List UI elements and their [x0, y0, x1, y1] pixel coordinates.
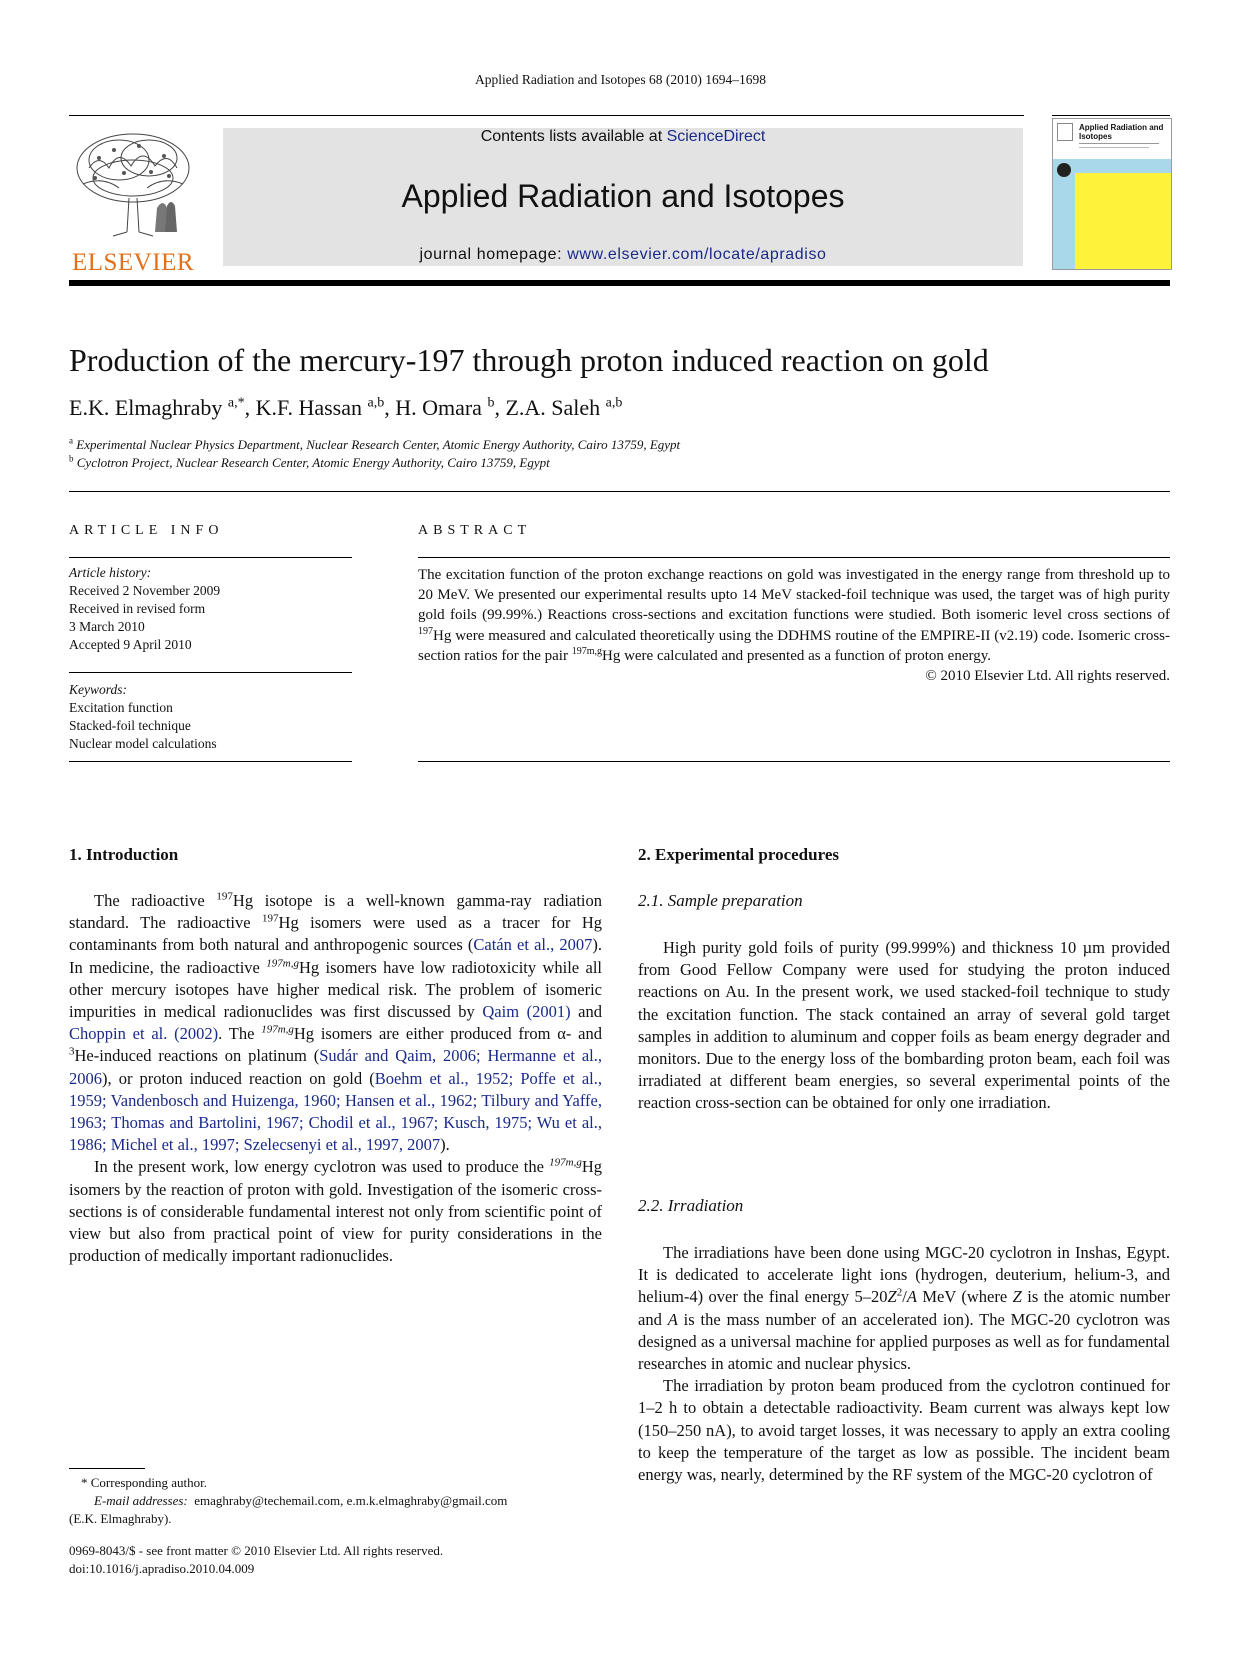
abstract-heading: ABSTRACT [418, 523, 532, 538]
citation-link[interactable]: Catán et al., 2007 [473, 935, 593, 955]
isotope-mass: 197m,g [571, 645, 602, 657]
footnotes [69, 1474, 602, 1528]
subsection-heading-irradiation: 2.2. Irradiation [638, 1196, 744, 1215]
header-rule [69, 115, 1024, 116]
journal-reference: Applied Radiation and Isotopes 68 (2010) 1694–1698 [475, 72, 766, 87]
homepage-link[interactable]: www.elsevier.com/locate/apradiso [567, 246, 827, 263]
email-label: E-mail addresses: [94, 1493, 188, 1508]
citation-link[interactable]: Choppin et al. (2002) [69, 1024, 219, 1044]
homepage-prefix: journal homepage: [419, 246, 568, 263]
citation-link[interactable]: Sudár and Qaim, 2006; Hermanne et al., 2006 [69, 1046, 602, 1088]
author-affil-marker: a,b [605, 395, 623, 411]
author-name[interactable]: K.F. Hassan [255, 395, 362, 420]
header-rule-right [1052, 115, 1170, 116]
contents-line [223, 128, 1023, 146]
header-thick-rule [69, 280, 1170, 286]
elsevier-tree-icon [69, 128, 197, 240]
article-title: Production of the mercury-197 through proton induced reaction on gold [69, 342, 989, 378]
citation-link[interactable]: Qaim (2001) [482, 1002, 571, 1022]
homepage-line [223, 246, 1023, 264]
keyword: Excitation function [69, 700, 173, 715]
history-item: Received 2 November 2009 [69, 583, 221, 598]
author-list: E.K. Elmaghraby $^{a,*}$, K.F. Hassan $^{a,b}$, H. Omara $^b$, Z.A. Saleh $^{a,b}$ [69, 395, 623, 420]
journal-name: Applied Radiation and Isotopes [401, 178, 845, 214]
article-info-rule [69, 557, 352, 558]
footnote-mark: * [81, 1475, 88, 1490]
email-owner: (E.K. Elmaghraby). [69, 1511, 172, 1526]
citation-link[interactable]: Boehm et al., 1952; Poffe et al., 1959; Vandenbosch and Huizenga, 1960; Hansen et al., 1962; Tilbury and Yaffe, 1963; Thomas and Bartolini, 1967; Chodil et al., 1967; Kusch, 1975; Wu et al., 1986; Michel et al., 1997; Szelecsenyi et al., 1997, 2007 [69, 1068, 602, 1155]
affiliation [69, 455, 550, 471]
keywords-label: Keywords: [69, 682, 127, 697]
keywords-rule [69, 672, 352, 673]
author-name[interactable]: H. Omara [395, 395, 482, 420]
isotope-mass: 197 [418, 625, 433, 637]
abstract-text: Hg were measured and calculated theoretically using the DDHMS routine of the EMPIRE-II (v2.19) code. Isomeric cross-section ratios for the pair [418, 627, 1170, 664]
paragraph: The irradiations have been done using MGC-20 cyclotron in Inshas, Egypt. It is dedicated to accelerate light ions (hydrogen, deuterium, helium-3, and helium-4) over the final energy $5-20Z^2/A$ MeV (where Z is the atomic number and A is the mass number of an accelerated ion). The MGC-20 cyclotron was designed as a universal machine for applied purposes as well as for fundamental researches in atomic and nuclear physics. [638, 1243, 1171, 1374]
author-name[interactable]: E.K. Elmaghraby [69, 395, 223, 420]
subsection-heading-sample-preparation: 2.1. Sample preparation [638, 891, 803, 910]
abstract-rule [418, 557, 1170, 558]
paragraph: The irradiation by proton beam produced from the cyclotron continued for 1–2 h to obtain a detectable radioactivity. Beam current was always kept low (150–250 nA), to avoid target losses, it was necessary to apply an extra cooling to keep the temperature of the target as low as possible. The incident beam energy was, nearly, determined by the RF system of the MGC-20 cyclotron of [638, 1376, 1170, 1485]
elsevier-wordmark: ELSEVIER [71, 249, 195, 276]
history-item: Accepted 9 April 2010 [69, 637, 192, 652]
cover-title: Applied Radiation and Isotopes [1079, 123, 1164, 141]
paragraph: High purity gold foils of purity (99.999%) and thickness 10 µm provided from Good Fellow Company were used for studying the proton induced reactions on Au. In the present work, we used stacked-foil technique to study the excitation function. The stack contained an array of several gold target samples in addition to aluminum and copper foils as beam energy degrader and monitors. Due to the energy loss of the bombarding proton beam, each foil was irradiated at different beam energies, so several experimental points of the reaction cross-section can be obtained for only one irradiation. [638, 938, 1170, 1113]
history-label: Article history: [69, 565, 152, 580]
contents-prefix: Contents lists available at [480, 128, 667, 145]
introduction-body [69, 890, 602, 1267]
abstract-text: The excitation function of the proton exchange reactions on gold was investigated in the energy range from threshold up to 20 MeV. We presented our experimental results upto 14 MeV stacked-foil technique was used, the target was of high purity gold foils (99.99%.) Reactions cross-sections and excitation functions were studied. Both isomeric level cross sections of [418, 567, 1170, 624]
affiliation-text: Experimental Nuclear Physics Department, Nuclear Research Center, Atomic Energy Authority, Cairo 13759, Egypt [76, 437, 681, 452]
article-history [69, 564, 352, 654]
history-item: Received in revised form [69, 601, 206, 616]
keywords-block [69, 681, 352, 753]
affiliation-label: a [69, 435, 73, 446]
affiliation-rule [69, 491, 1170, 492]
section-heading-introduction: 1. Introduction [69, 845, 179, 864]
abstract-text: Hg were calculated and presented as a function of proton energy. [601, 647, 991, 664]
journal-banner [223, 128, 1023, 266]
sample-preparation-body [638, 937, 1170, 1115]
doi[interactable]: doi:10.1016/j.apradiso.2010.04.009 [69, 1561, 255, 1576]
author-affil-marker: a,b [367, 395, 385, 411]
abstract-body [418, 565, 1170, 686]
paragraph: In the present work, low energy cyclotron was used to produce the $^{197m,g}$Hg isomers by the reaction of proton with gold. Investigation of the isomeric cross-sections is of considerable fundamental interest not only from scientific point of view but also from practical point of view for purity considerations in the production of medically important radionuclides. [69, 1156, 602, 1266]
elsevier-logo [69, 128, 197, 276]
affiliation [69, 437, 680, 453]
article-info-heading: ARTICLE INFO [69, 523, 224, 538]
abstract-copyright: © 2010 Elsevier Ltd. All rights reserved. [925, 668, 1170, 685]
irradiation-body [638, 1242, 1170, 1486]
affiliation-text: Cyclotron Project, Nuclear Research Center, Atomic Energy Authority, Cairo 13759, Egypt [76, 455, 550, 470]
article-info-bottom-rule [69, 761, 352, 762]
history-item: 3 March 2010 [69, 619, 145, 634]
author-affil-marker: a,* [227, 395, 245, 411]
author-affil-marker: b [487, 395, 495, 411]
email-note [69, 1492, 602, 1510]
footnote-rule [69, 1468, 145, 1469]
keyword: Nuclear model calculations [69, 736, 217, 751]
affiliation-label: b [69, 453, 74, 464]
abstract-bottom-rule [418, 761, 1170, 762]
front-matter-note [69, 1542, 669, 1578]
keyword: Stacked-foil technique [69, 718, 191, 733]
front-matter: 0969-8043/$ - see front matter © 2010 Elsevier Ltd. All rights reserved. [69, 1543, 444, 1558]
author-name[interactable]: Z.A. Saleh [505, 395, 601, 420]
paragraph: The radioactive $^{197}$Hg isotope is a well-known gamma-ray radiation standard. The radioactive $^{197}$Hg isomers were used as a tracer for Hg contaminants from both natural and anthropogenic sources (Catán et al., 2007). In medicine, the radioactive $^{197m,g}$Hg isomers have low radiotoxicity while all other mercury isotopes have higher medical risk. The problem of isomeric impurities in medical radionuclides was first discussed by Qaim (2001) and Choppin et al. (2002). The $^{197m,g}$Hg isomers are either produced from α- and $^3$He-induced reactions on platinum (Sudár and Qaim, 2006; Hermanne et al., 2006), or proton induced reaction on gold (Boehm et al., 1952; Poffe et al., 1959; Vandenbosch and Huizenga, 1960; Hansen et al., 1962; Tilbury and Yaffe, 1963; Thomas and Bartolini, 1967; Chodil et al., 1967; Kusch, 1975; Wu et al., 1986; Michel et al., 1997; Szelecsenyi et al., 1997, 2007). [69, 890, 603, 1155]
sciencedirect-link[interactable]: ScienceDirect [666, 128, 766, 145]
corresponding-author-note: * Corresponding author. [81, 1475, 208, 1490]
section-heading-experimental: 2. Experimental procedures [638, 845, 839, 864]
journal-cover-thumbnail [1052, 118, 1172, 270]
email-addresses[interactable]: emaghraby@techemail.com, e.m.k.elmaghraby@gmail.com [194, 1493, 508, 1508]
